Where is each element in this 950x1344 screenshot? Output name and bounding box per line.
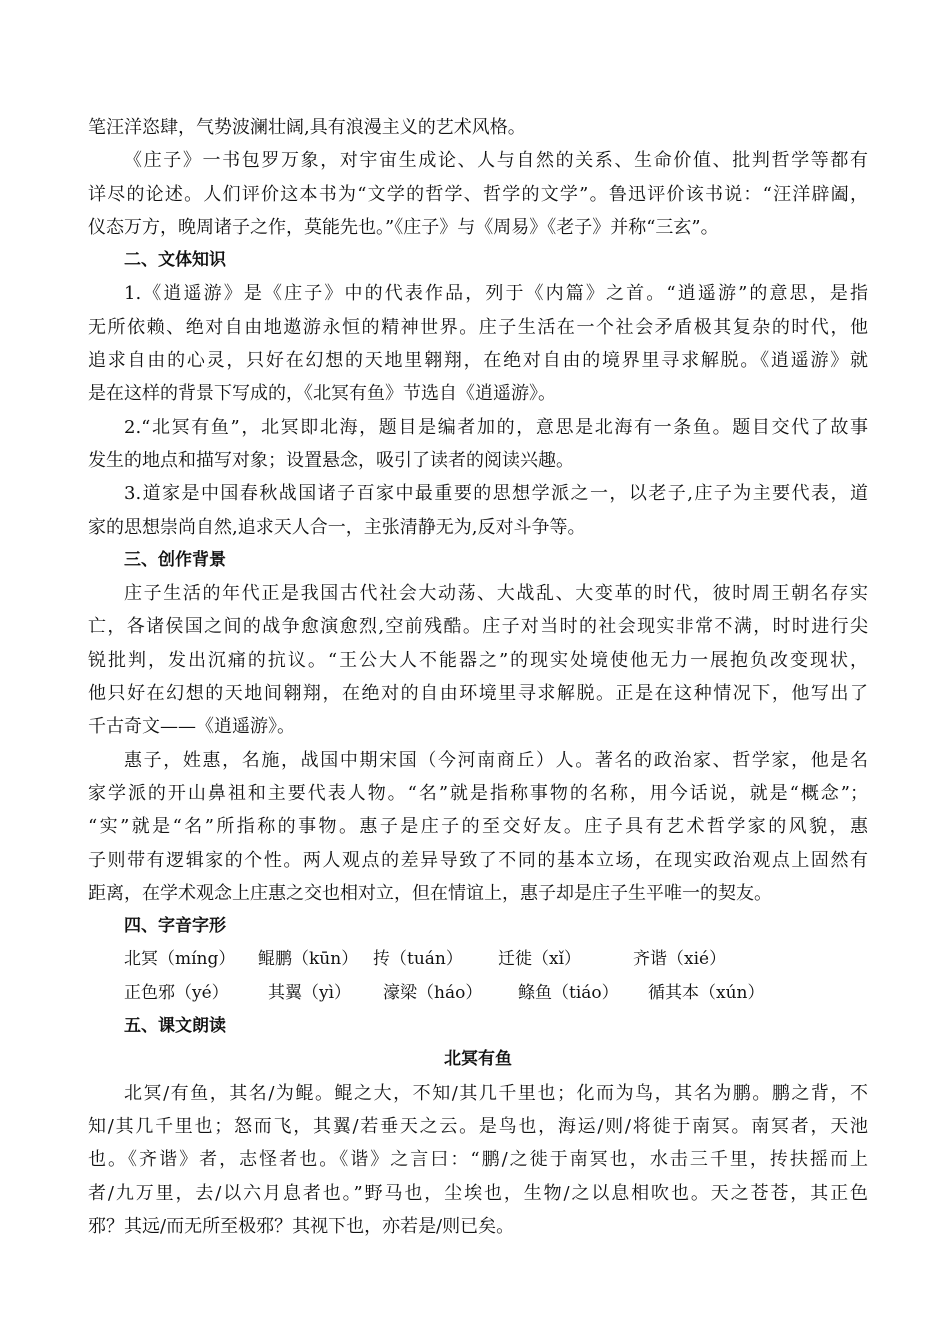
paragraph-line: 惠子，姓惠，名施，战国中期宋国（今河南商丘）人。著名的政治家、哲学家，他是名 [124, 749, 868, 771]
paragraph-line: 《庄子》一书包罗万象，对宇宙生成论、人与自然的关系、生命价值、批判哲学等都有 [124, 150, 868, 172]
paragraph-line: 家学派的开山鼻祖和主要代表人物。“名”就是指称事物的名称，用今话说，就是“概念”； [88, 782, 868, 804]
genre-paragraph-3 [88, 477, 868, 544]
background-paragraph-2 [88, 744, 868, 910]
paragraph-line: 亡，各诸侯国之间的战争愈演愈烈,空前残酷。庄子对当时的社会现实非常不满，时时进行尖 [88, 616, 868, 638]
document-page [88, 111, 868, 1243]
paragraph-line: 千古奇文——《逍遥游》。 [88, 716, 295, 738]
pinyin-item: 鲲鹏（kūn） [258, 949, 359, 970]
paragraph-line: 仪态万方，晚周诸子之作，莫能先也。”《庄子》与《周易》《老子》并称“三玄”。 [88, 216, 719, 238]
paragraph-line: 家的思想崇尚自然,追求天人合一，主张清静无为,反对斗争等。 [88, 516, 586, 538]
paragraph-line: 邪？其远/而无所至极邪？其视下也，亦若是/则已矣。 [88, 1215, 515, 1237]
genre-paragraph-1 [88, 277, 868, 410]
section-heading: 二、文体知识 [124, 250, 226, 271]
paragraph-line: 庄子生活的年代正是我国古代社会大动荡、大战乱、大变革的时代，彼时周王朝名存实 [124, 583, 868, 605]
paragraph-line: 子则带有逻辑家的个性。两人观点的差异导致了不同的基本立场，在现实政治观点上固然有 [88, 849, 868, 871]
paragraph-line: 他只好在幻想的天地间翱翔，在绝对的自由环境里寻求解脱。正是在这种情况下，他写出了 [88, 683, 868, 705]
paragraph-line: 者/九万里，去/以六月息者也。”野马也，尘埃也，生物/之以息相吹也。天之苍苍，其正色 [88, 1182, 868, 1204]
paragraph-line: 3.道家是中国春秋战国诸子百家中最重要的思想学派之一，以老子,庄子为主要代表，道 [124, 483, 868, 505]
pinyin-item: 循其本（xún） [648, 982, 765, 1003]
paragraph-line: 无所依赖、绝对自由地遨游永恒的精神世界。庄子生活在一个社会矛盾极其复杂的时代，他 [88, 316, 868, 338]
section-heading: 四、字音字形 [124, 916, 226, 937]
paragraph-line: 1.《逍遥游》是《庄子》中的代表作品，列于《内篇》之首。“逍遥游”的意思，是指 [124, 283, 868, 305]
pinyin-item: 濠梁（háo） [383, 982, 483, 1003]
intro-paragraph [88, 144, 868, 244]
paragraph-line: “实”就是“名”所指称的事物。惠子是庄子的至交好友。庄子具有艺术哲学家的风貌，惠 [88, 816, 868, 838]
pinyin-item: 正色邪（yé） [124, 982, 229, 1003]
pinyin-item: 抟（tuán） [373, 949, 463, 970]
intro-line: 笔汪洋恣肆，气势波澜壮阔,具有浪漫主义的艺术风格。 [88, 117, 526, 138]
paragraph-line: 发生的地点和描写对象；设置悬念，吸引了读者的阅读兴趣。 [88, 449, 574, 471]
pinyin-item: 迁徙（xǐ） [498, 949, 582, 970]
pinyin-item: 鲦鱼（tiáo） [518, 982, 619, 1003]
pinyin-item: 其翼（yì） [268, 982, 352, 1003]
paragraph-line: 距离，在学术观念上庄惠之交也相对立，但在情谊上，惠子却是庄子生平唯一的契友。 [88, 882, 772, 904]
paragraph-line: 2.“北冥有鱼”，北冥即北海，题目是编者加的，意思是北海有一条鱼。题目交代了故事 [124, 416, 868, 438]
genre-paragraph-2 [88, 411, 868, 478]
paragraph-line: 知/其几千里也；怒而飞，其翼/若垂天之云。是鸟也，海运/则/将徙于南冥。南冥者，天池 [88, 1115, 868, 1137]
background-paragraph-1 [88, 577, 868, 743]
reading-paragraph [88, 1077, 868, 1243]
pinyin-item: 北冥（míng） [124, 949, 236, 970]
paragraph-line: 锐批判，发出沉痛的抗议。“王公大人不能器之”的现实处境使他无力一展抱负改变现状， [88, 649, 868, 671]
pinyin-row-2 [88, 977, 868, 1010]
text-title: 北冥有鱼 [444, 1049, 512, 1070]
paragraph-line: 是在这样的背景下写成的，《北冥有鱼》节选自《逍遥游》。 [88, 383, 556, 405]
pinyin-item: 齐谐（xié） [633, 949, 727, 970]
paragraph-line: 北冥/有鱼，其名/为鲲。鲲之大，不知/其几千里也；化而为鸟，其名为鹏。鹏之背，不 [124, 1082, 868, 1104]
paragraph-line: 追求自由的心灵，只好在幻想的天地里翱翔，在绝对自由的境界里寻求解脱。《逍遥游》就 [88, 350, 868, 372]
paragraph-line: 详尽的论述。人们评价这本书为“文学的哲学、哲学的文学”。鲁迅评价该书说：“汪洋辟阖， [88, 183, 868, 205]
section-heading: 五、课文朗读 [124, 1016, 226, 1037]
pinyin-row-1 [88, 943, 868, 976]
section-heading: 三、创作背景 [124, 549, 226, 570]
paragraph-line: 也。《齐谐》者，志怪者也。《谐》之言曰：“鹏/之徙于南冥也，水击三千里，抟扶摇而上 [88, 1149, 868, 1171]
